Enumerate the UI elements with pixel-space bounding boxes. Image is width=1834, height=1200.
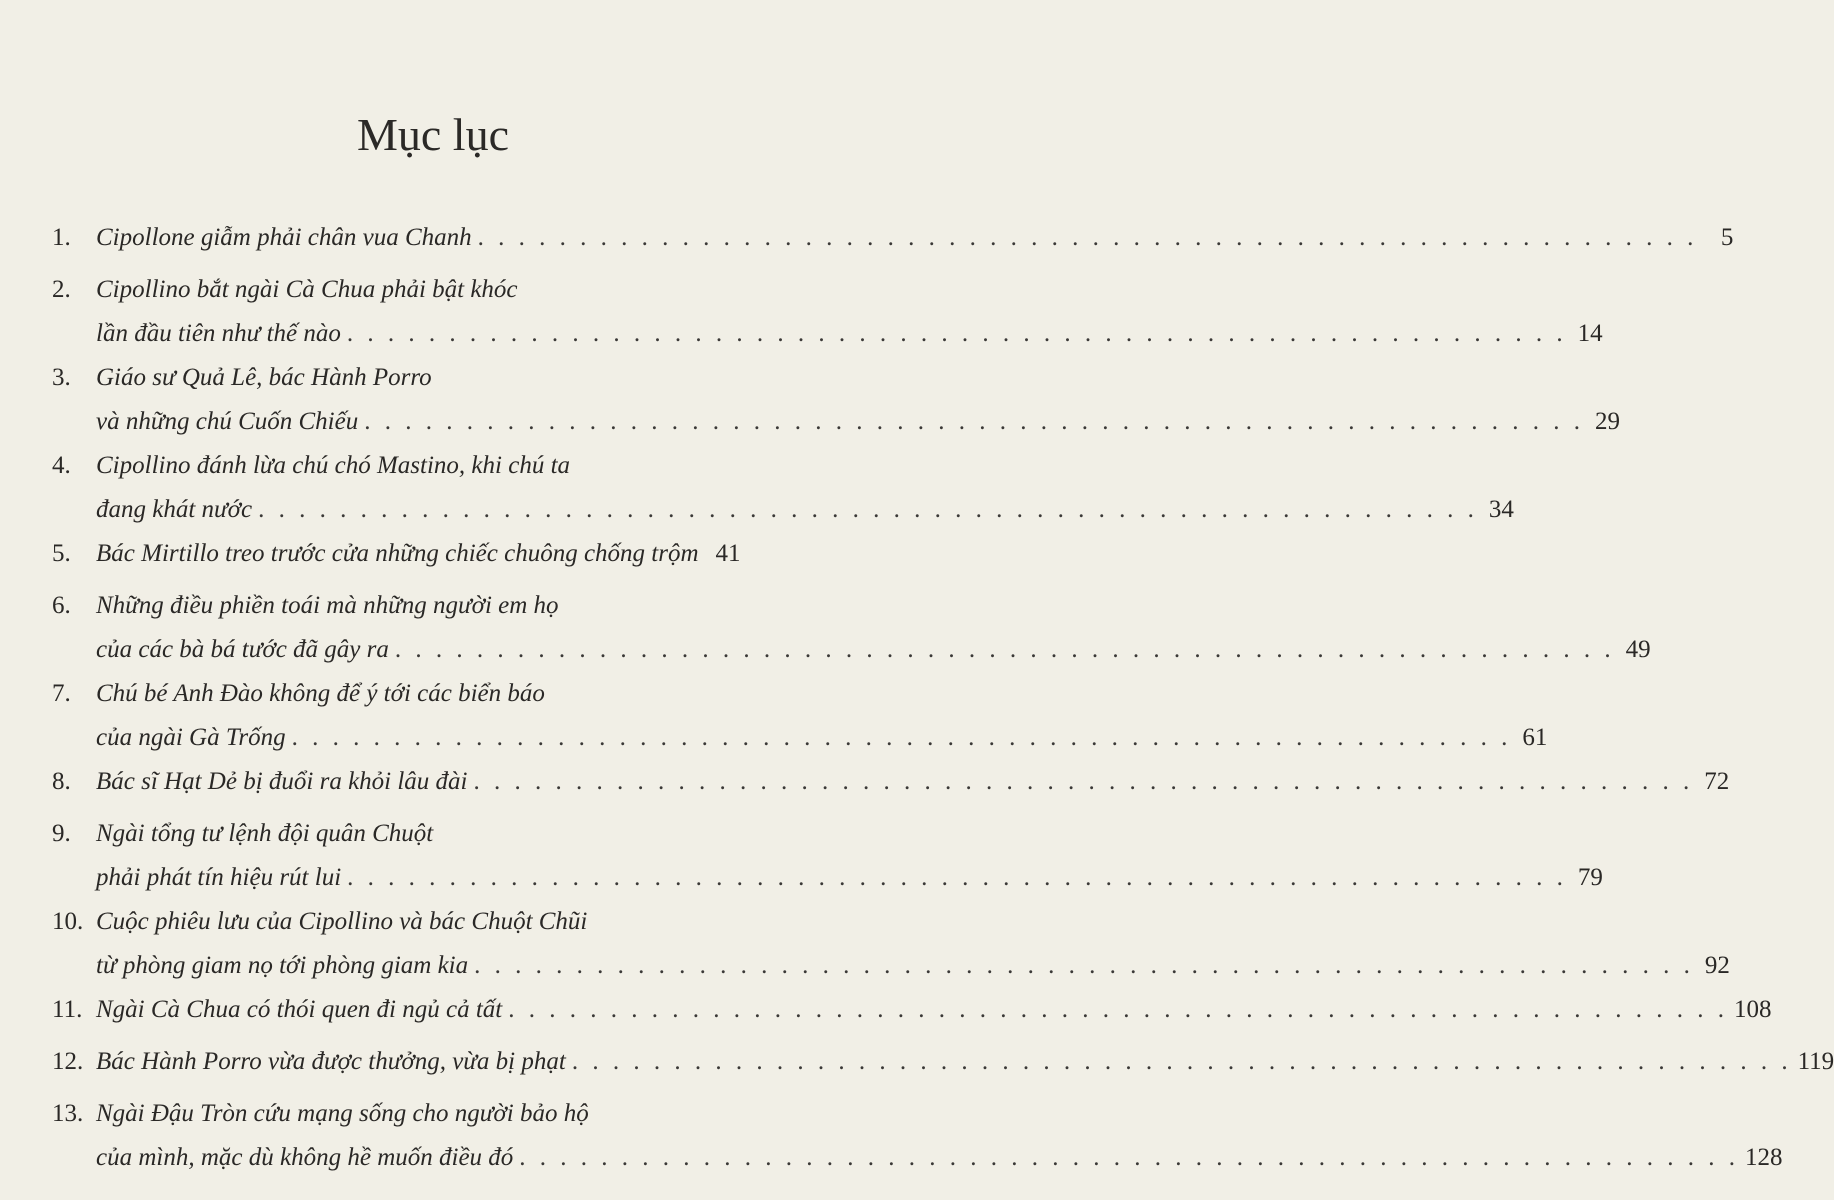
toc-entry-number: 13. — [52, 1100, 84, 1127]
toc-entry-title-line: Giáo sư Quả Lê, bác Hành Porro — [96, 364, 432, 391]
dot-leader: . . . . . . . . . . . . . . . . . . . . . . . . . . . . . . . . . . . . . . . . . . . . . . . . . . . . . . . . . . . . — [291, 724, 1512, 751]
dot-leader: . . . . . . . . . . . . . . . . . . . . . . . . . . . . . . . . . . . . . . . . . . . . . . . . . . . . . . . . . . . . — [346, 320, 1567, 347]
toc-entry-page-number: 41 — [715, 540, 741, 567]
dot-leader: . . . . . . . . . . . . . . . . . . . . . . . . . . . . . . . . . . . . . . . . . . . . . . . . . . . . . . . . . . . . — [474, 952, 1694, 979]
dot-leader: . . . . . . . . . . . . . . . . . . . . . . . . . . . . . . . . . . . . . . . . . . . . . . . . . . . . . . . . . . . . — [477, 224, 1698, 251]
toc-entry-title-line: đang khát nước — [96, 496, 253, 523]
page-title: Mục lục — [356, 109, 509, 160]
toc-entry-title-line: Cipollino bắt ngài Cà Chua phải bật khóc — [96, 276, 518, 303]
toc-entry[interactable] — [52, 586, 1651, 674]
toc-entry-page-number: 5 — [1720, 224, 1734, 251]
toc-entry-title-line: Cuộc phiêu lưu của Cipollino và bác Chuột Chũi — [96, 908, 588, 935]
toc-entry-title-line: của mình, mặc dù không hề muốn điều đó — [96, 1144, 514, 1171]
toc-entry-title-line: Cipollone giẫm phải chân vua Chanh — [96, 224, 472, 251]
toc-entry-title-line: Bác Mirtillo treo trước cửa những chiếc chuông chống trộm — [96, 540, 699, 567]
toc-entry-page-number: 29 — [1594, 408, 1620, 435]
toc-entry-number: 6. — [52, 592, 71, 619]
dot-leader: . . . . . . . . . . . . . . . . . . . . . . . . . . . . . . . . . . . . . . . . . . . . . . . . . . . . . . . . . . . . — [364, 408, 1584, 435]
toc-entry-title-line: phải phát tín hiệu rút lui — [96, 864, 342, 891]
toc-entry[interactable] — [52, 1094, 1783, 1182]
toc-entry-number: 5. — [52, 540, 71, 567]
toc-entry[interactable] — [52, 990, 1772, 1034]
toc-entry[interactable] — [52, 218, 1734, 262]
toc-entry-number: 3. — [52, 364, 71, 391]
toc-entry[interactable] — [52, 358, 1620, 446]
dot-leader: . . . . . . . . . . . . . . . . . . . . . . . . . . . . . . . . . . . . . . . . . . . . . . . . . . . . . . . . . . . . — [347, 864, 1567, 891]
toc-entry[interactable] — [52, 1042, 1834, 1086]
dot-leader: . . . . . . . . . . . . . . . . . . . . . . . . . . . . . . . . . . . . . . . . . . . . . . . . . . . . . . . . . . . . — [473, 768, 1694, 795]
toc-entry[interactable] — [52, 270, 1603, 358]
toc-entry-title-line: Bác Hành Porro vừa được thưởng, vừa bị phạt — [96, 1048, 566, 1075]
toc-entry-number: 11. — [52, 996, 83, 1023]
toc-entry-title-line: của các bà bá tước đã gây ra — [96, 636, 389, 663]
toc-entry[interactable] — [52, 902, 1730, 990]
toc-entry-title-line: Cipollino đánh lừa chú chó Mastino, khi chú ta — [96, 452, 571, 479]
dot-leader: . . . . . . . . . . . . . . . . . . . . . . . . . . . . . . . . . . . . . . . . . . . . . . . . . . . . . . . . . . . . — [508, 996, 1728, 1023]
toc-entry-page-number: 119 — [1797, 1048, 1834, 1075]
toc-entry-page-number: 34 — [1488, 496, 1514, 523]
toc-entry-title-line: của ngài Gà Trống — [96, 724, 286, 751]
toc-entry-title-line: Ngài Cà Chua có thói quen đi ngủ cả tất — [96, 996, 503, 1023]
toc-entry-number: 12. — [52, 1048, 84, 1075]
toc-entry[interactable] — [52, 534, 740, 578]
toc-entry-number: 4. — [52, 452, 71, 479]
toc-entry-page-number: 128 — [1745, 1144, 1783, 1171]
dot-leader: . . . . . . . . . . . . . . . . . . . . . . . . . . . . . . . . . . . . . . . . . . . . . . . . . . . . . . . . . . . . — [258, 496, 1478, 523]
toc-entry[interactable] — [52, 446, 1514, 534]
toc-entry[interactable] — [52, 674, 1548, 762]
toc-entry-page-number: 108 — [1734, 996, 1772, 1023]
toc-entry-title-line: lần đầu tiên như thế nào — [96, 320, 341, 347]
toc-entry-number: 10. — [52, 908, 84, 935]
toc-entry-number: 9. — [52, 820, 71, 847]
toc-entry-title-line: Những điều phiền toái mà những người em họ — [96, 592, 559, 619]
toc-entry-title-line: từ phòng giam nọ tới phòng giam kia — [96, 952, 469, 979]
dot-leader: . . . . . . . . . . . . . . . . . . . . . . . . . . . . . . . . . . . . . . . . . . . . . . . . . . . . . . . . . . . . — [571, 1048, 1792, 1075]
dot-leader: . . . . . . . . . . . . . . . . . . . . . . . . . . . . . . . . . . . . . . . . . . . . . . . . . . . . . . . . . . . . — [394, 636, 1615, 663]
toc-entry-page-number: 49 — [1625, 636, 1651, 663]
toc-entry-page-number: 61 — [1522, 724, 1548, 751]
toc-entry[interactable] — [52, 762, 1730, 806]
toc-entry-number: 8. — [52, 768, 71, 795]
toc-entry-title-line: Bác sĩ Hạt Dẻ bị đuổi ra khỏi lâu đài — [96, 768, 468, 795]
toc-entry-title-line: và những chú Cuốn Chiếu — [96, 408, 359, 435]
toc-entry-title-line: Ngài tổng tư lệnh đội quân Chuột — [96, 820, 434, 847]
toc-entry[interactable] — [52, 814, 1603, 902]
toc-entry-title-line: Ngài Đậu Tròn cứu mạng sống cho người bảo hộ — [96, 1100, 589, 1127]
dot-leader: . . . . . . . . . . . . . . . . . . . . . . . . . . . . . . . . . . . . . . . . . . . . . . . . . . . . . . . . . . . . — [519, 1144, 1740, 1171]
toc-entry-page-number: 92 — [1704, 952, 1730, 979]
toc-entry-page-number: 72 — [1704, 768, 1730, 795]
toc-entry-title-line: Chú bé Anh Đào không để ý tới các biển báo — [96, 680, 545, 707]
toc-entry-number: 2. — [52, 276, 71, 303]
toc-entry-page-number: 79 — [1577, 864, 1603, 891]
toc-entry-page-number: 14 — [1577, 320, 1603, 347]
toc-entry-number: 7. — [52, 680, 71, 707]
toc-entry-number: 1. — [52, 224, 71, 251]
